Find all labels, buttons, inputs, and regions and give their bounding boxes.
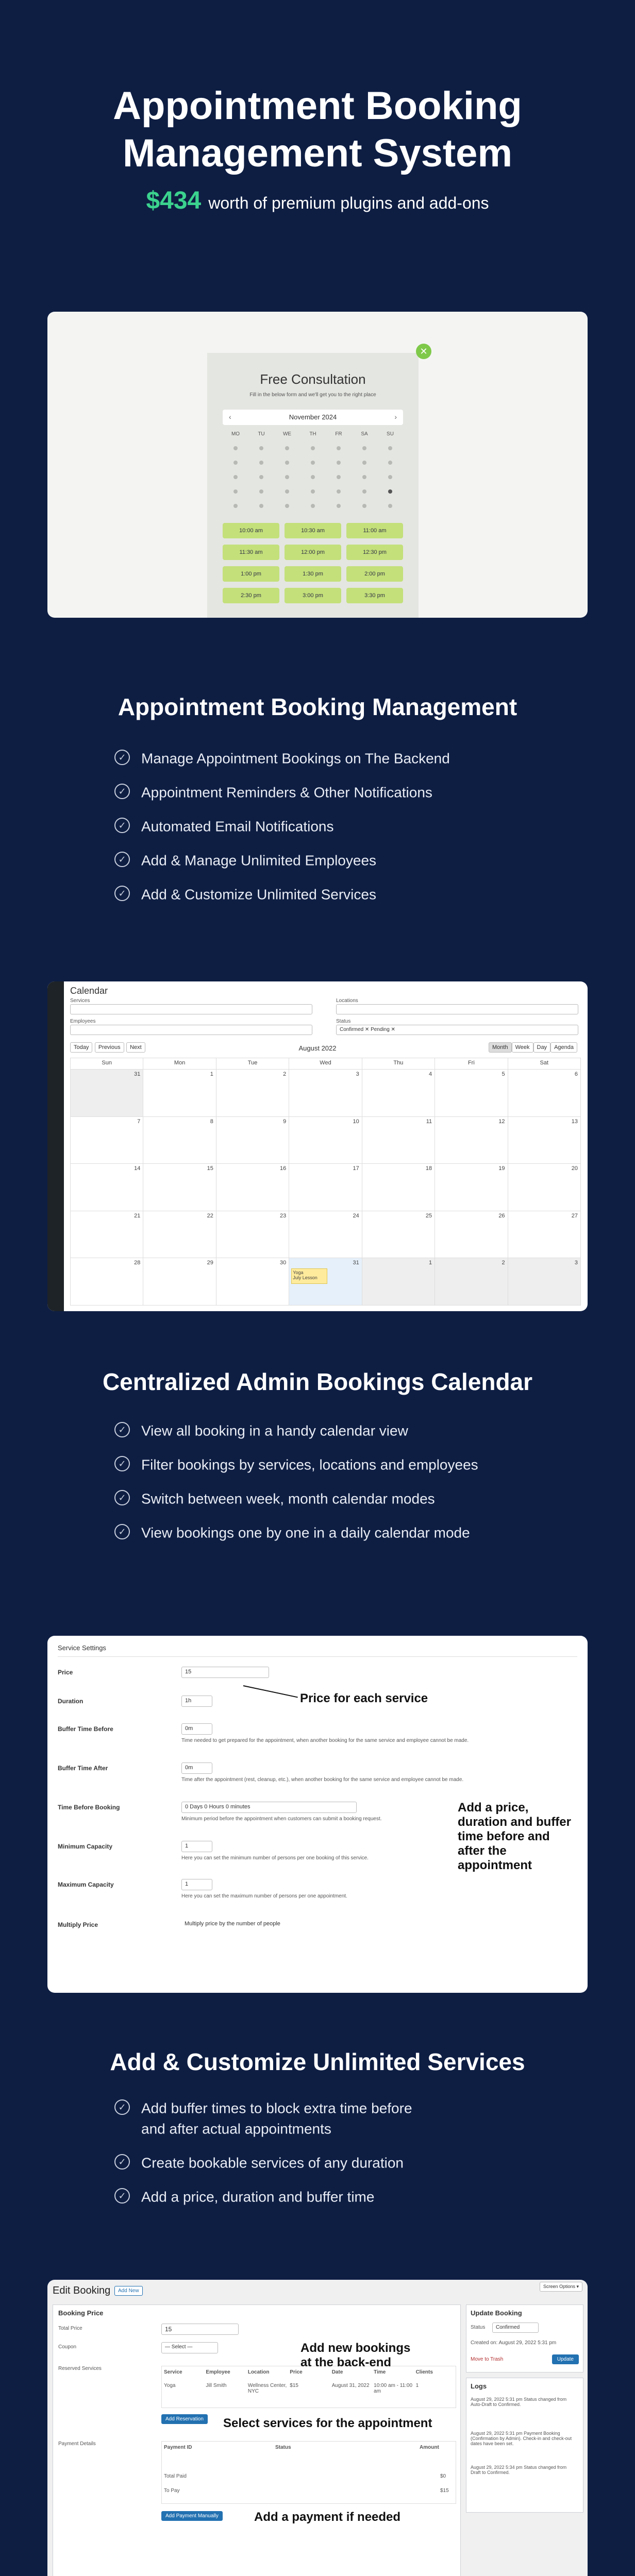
created-date: Created on: August 29, 2022 5:31 pm [471,2340,557,2346]
setting-note: Here you can set the minimum number of persons per one booking of this service. [181,1855,369,1861]
table-cell: Wellness Center, NYC [247,2383,287,2394]
calendar-day-cell[interactable] [216,1211,289,1259]
day-number: 9 [283,1118,287,1125]
table-cell: 10:00 am - 11:00 am [374,2383,413,2394]
calendar-day-cell[interactable] [289,1164,362,1211]
consultation-title: Free Consultation [260,371,366,387]
feature-item [114,1422,408,1439]
time-slot-button[interactable]: 11:30 am [223,545,279,560]
feature-label: Add & Manage Unlimited Employees [141,852,377,869]
day-number: 2 [502,1260,505,1266]
day-number: 10 [353,1118,359,1125]
setting-input[interactable]: 1 [181,1879,212,1890]
services-filter[interactable] [70,1004,312,1014]
price-row [0,187,635,215]
day-number: 30 [280,1260,287,1266]
feature-item [114,886,376,903]
check-icon: ✓ [114,1524,130,1539]
hero-title-line2: Management System [122,131,513,175]
view-button-agenda[interactable]: Agenda [550,1042,577,1053]
day-number: 11 [426,1118,432,1125]
booking-price-heading: Booking Price [58,2309,104,2317]
consultation-subtitle: Fill in the below form and we'll get you to the right place [249,392,376,398]
update-booking-box [466,2304,583,2372]
payment-header-cell: Amount [420,2445,439,2450]
edit-booking-screenshot [47,2280,588,2576]
time-slot-button[interactable]: 12:30 pm [346,545,403,560]
day-number: 6 [574,1071,578,1077]
calendar-day[interactable] [362,504,366,508]
calendar-day[interactable] [285,475,289,479]
setting-label: Buffer Time Before [58,1725,113,1733]
setting-label: Minimum Capacity [58,1843,113,1850]
feature-label: Add a price, duration and buffer time [141,2189,375,2205]
feature-label: Manage Appointment Bookings on The Backend [141,750,450,767]
calendar-day-cell[interactable] [435,1258,508,1306]
day-number: 29 [207,1260,213,1266]
calendar-day[interactable] [285,461,289,465]
calendar-day[interactable] [337,461,341,465]
hero-title-line1: Appointment Booking [113,84,522,128]
feature-label: View all booking in a handy calendar view [141,1422,408,1439]
table-cell: 1 [415,2383,419,2388]
day-number: 1 [429,1260,432,1266]
day-number: 12 [498,1118,505,1125]
calendar-day-cell[interactable] [362,1211,435,1259]
calendar-day[interactable] [311,504,315,508]
feature-label: Filter bookings by services, locations and employees [141,1456,478,1473]
service-settings-screenshot [47,1636,588,1993]
status-label: Status [336,1019,351,1024]
weekday-label: TH [309,431,316,437]
calendar-day-cell[interactable] [71,1117,143,1164]
calendar-day[interactable] [388,489,392,494]
weekday-header: Sat [508,1058,581,1070]
setting-input[interactable]: 15 [181,1667,269,1678]
calendar-month-title: August 2022 [298,1044,337,1052]
feature-item [114,784,432,801]
time-slot-button[interactable]: 10:30 am [285,523,341,538]
table-header-cell: Time [374,2369,386,2375]
feature-label: Add & Customize Unlimited Services [141,886,376,903]
check-icon: ✓ [114,2154,130,2170]
check-icon: ✓ [114,2188,130,2204]
status-label: Status [471,2325,486,2330]
calendar-day-cell[interactable] [435,1164,508,1211]
weekday-header: Wed [289,1058,362,1070]
calendar-day[interactable] [337,446,341,450]
callout-new-bookings: Add new bookings at the back-end [300,2341,411,2369]
table-header-cell: Location [247,2369,270,2375]
calendar-day-cell[interactable] [508,1070,581,1117]
next-month-icon[interactable]: › [394,413,397,421]
day-number: 31 [134,1071,141,1077]
calendar-day-cell[interactable] [289,1258,362,1306]
calendar-day-cell[interactable] [508,1211,581,1259]
check-icon: ✓ [114,1456,130,1471]
weekday-label: MO [231,431,240,437]
calendar-day[interactable] [233,475,238,479]
calendar-day-cell[interactable] [362,1117,435,1164]
time-slot-button[interactable]: 2:00 pm [346,566,403,582]
close-icon[interactable]: ✕ [416,344,431,359]
view-switcher [489,1042,577,1054]
table-cell: $15 [290,2383,298,2388]
to-pay-label: To Pay [164,2488,180,2494]
feature-item [114,852,376,869]
time-slot-button[interactable]: 1:30 pm [285,566,341,582]
calendar-day-cell[interactable] [289,1117,362,1164]
setting-label: Price [58,1669,73,1676]
today-button[interactable]: Today [70,1042,92,1053]
day-number: 18 [425,1165,432,1172]
calendar-day[interactable] [388,475,392,479]
setting-label: Duration [58,1698,83,1705]
day-number: 3 [356,1071,359,1077]
feature-item [114,2099,412,2117]
feature-label: Automated Email Notifications [141,818,334,835]
day-number: 28 [134,1260,141,1266]
employees-label: Employees [70,1019,96,1024]
weekday-label: TU [258,431,265,437]
locations-label: Locations [336,998,358,1004]
time-slot-button[interactable]: 12:00 pm [285,545,341,560]
weekday-header: Tue [216,1058,289,1070]
check-icon: ✓ [114,784,130,799]
check-icon: ✓ [114,818,130,833]
update-booking-heading: Update Booking [471,2309,522,2317]
day-number: 31 [353,1260,359,1266]
to-pay-value: $15 [440,2488,449,2494]
day-number: 16 [280,1165,287,1172]
calendar-day-cell[interactable] [143,1211,216,1259]
weekday-label: SA [361,431,368,437]
log-entry: August 29, 2022 5:34 pm Status changed from Draft to Confirmed. [471,2465,567,2475]
section-title-booking-management: Appointment Booking Management [118,693,517,720]
day-number: 13 [571,1118,578,1125]
calendar-day[interactable] [388,446,392,450]
calendar-day[interactable] [259,461,263,465]
logs-heading: Logs [471,2382,487,2390]
day-number: 8 [210,1118,213,1125]
reserved-services-label: Reserved Services [58,2366,102,2371]
calendar-day[interactable] [311,475,315,479]
callout-select-services: Select services for the appointment [223,2416,432,2430]
price-amount: $434 [146,187,202,214]
admin-calendar-screenshot [47,981,588,1311]
hero-title [0,82,635,177]
feature-item [141,2120,331,2138]
feature-item [114,2154,404,2172]
calendar-day-cell[interactable] [508,1117,581,1164]
setting-input[interactable]: 0 Days 0 Hours 0 minutes [181,1802,357,1813]
time-slot-button[interactable]: 3:30 pm [346,588,403,603]
calendar-title: Calendar [70,986,108,996]
calendar-day-cell[interactable] [216,1164,289,1211]
calendar-day[interactable] [285,446,289,450]
calendar-day[interactable] [388,504,392,508]
day-number: 26 [498,1212,505,1219]
callout-payment: Add a payment if needed [254,2510,401,2524]
update-button[interactable]: Update [552,2354,579,2364]
table-header-cell: Service [164,2369,182,2375]
check-icon: ✓ [114,1422,130,1437]
calendar-day[interactable] [285,504,289,508]
calendar-day[interactable] [259,489,263,494]
next-button[interactable]: Next [126,1042,145,1053]
day-number: 23 [280,1212,287,1219]
calendar-day[interactable] [259,475,263,479]
day-number: 19 [498,1165,505,1172]
day-number: 21 [134,1212,141,1219]
calendar-day[interactable] [337,475,341,479]
calendar-day-cell[interactable] [71,1258,143,1306]
setting-label: Maximum Capacity [58,1881,114,1888]
table-cell: August 31, 2022 [331,2383,370,2388]
callout-duration: Add a price, duration and buffer time before and after the appointment [458,1801,571,1872]
payment-details-table [161,2441,456,2504]
calendar-day[interactable] [233,504,238,508]
calendar-day-cell[interactable] [143,1117,216,1164]
calendar-day-cell[interactable] [143,1070,216,1117]
calendar-day[interactable] [311,489,315,494]
move-to-trash-link[interactable]: Move to Trash [471,2357,504,2362]
service-settings-heading: Service Settings [58,1644,106,1652]
day-number: 20 [571,1165,578,1172]
booking-main-box [53,2304,461,2576]
time-slot-button[interactable]: 3:00 pm [285,588,341,603]
previous-button[interactable]: Previous [95,1042,124,1053]
wp-admin-sidebar [47,981,64,1311]
day-number: 14 [134,1165,141,1172]
feature-item [114,818,334,835]
setting-input[interactable]: 0m [181,1762,212,1774]
weekday-label: WE [282,431,292,437]
status-select[interactable]: Confirmed [492,2323,539,2333]
calendar-day[interactable] [337,504,341,508]
feature-label: Create bookable services of any duration [141,2155,404,2171]
month-label: November 2024 [289,413,337,421]
consultation-screenshot [47,312,588,618]
setting-note: Time after the appointment (rest, cleanup, etc.), when another booking for the same service and employee cannot be made. [181,1777,464,1783]
table-cell: Yoga [164,2383,176,2388]
check-icon: ✓ [114,852,130,867]
price-text: worth of premium plugins and add-ons [208,194,489,212]
day-number: 17 [353,1165,359,1172]
section-title-services: Add & Customize Unlimited Services [110,2048,525,2075]
calendar-day-cell[interactable] [143,1258,216,1306]
check-icon: ✓ [114,2099,130,2115]
time-slot-button[interactable]: 2:30 pm [223,588,279,603]
time-slot-grid [223,523,403,611]
calendar-day[interactable] [311,461,315,465]
feature-item [114,1490,435,1507]
calendar-day-cell[interactable] [362,1258,435,1306]
consultation-form [207,353,419,618]
calendar-day[interactable] [388,461,392,465]
calendar-day[interactable] [362,489,366,494]
setting-input[interactable]: Multiply price by the number of people [185,1921,280,1927]
employees-filter[interactable] [70,1025,312,1035]
calendar-day-cell[interactable] [289,1211,362,1259]
calendar-day[interactable] [233,461,238,465]
day-number: 7 [137,1118,141,1125]
day-number: 3 [574,1260,578,1266]
day-number: 24 [353,1212,359,1219]
calendar-day-cell[interactable] [508,1258,581,1306]
setting-note: Here you can set the maximum number of persons per one appointment. [181,1893,347,1899]
add-reservation-button[interactable]: Add Reservation [161,2414,208,2424]
time-slot-button[interactable]: 10:00 am [223,523,279,538]
feature-label: Switch between week, month calendar modes [141,1490,435,1507]
time-slot-button[interactable]: 11:00 am [346,523,403,538]
calendar-day-cell[interactable] [71,1164,143,1211]
check-icon: ✓ [114,1490,130,1505]
calendar-day-cell[interactable] [508,1164,581,1211]
total-paid-value: $0 [440,2473,446,2479]
service-settings-form [58,1667,469,1986]
table-header-cell: Clients [415,2369,433,2375]
table-header-cell: Employee [206,2369,230,2375]
check-icon: ✓ [114,886,130,901]
table-header-cell: Date [331,2369,343,2375]
calendar-day-cell[interactable] [362,1164,435,1211]
calendar-day[interactable] [362,461,366,465]
calendar-day-cell[interactable] [289,1070,362,1117]
reserved-services-table [161,2366,456,2408]
screen-options-button[interactable]: Screen Options ▾ [540,2282,582,2292]
feature-label: View bookings one by one in a daily calendar mode [141,1524,470,1541]
edit-booking-title: Edit Booking [53,2285,111,2296]
calendar-day-cell[interactable] [216,1258,289,1306]
calendar-day[interactable] [362,475,366,479]
weekday-row [223,431,403,439]
setting-input[interactable]: 0m [181,1723,212,1735]
feature-label: Appointment Reminders & Other Notifications [141,784,432,801]
feature-label: Add buffer times to block extra time before [141,2100,412,2116]
view-button-week[interactable]: Week [512,1042,533,1053]
prev-month-icon[interactable]: ‹ [229,413,231,421]
view-button-day[interactable]: Day [533,1042,551,1053]
day-number: 4 [429,1071,432,1077]
calendar-day[interactable] [285,489,289,494]
weekday-header: Thu [362,1058,435,1070]
day-number: 2 [283,1071,287,1077]
total-paid-label: Total Paid [164,2473,187,2479]
calendar-day[interactable] [362,446,366,450]
feature-item [114,750,450,767]
check-icon: ✓ [114,750,130,765]
weekday-label: FR [335,431,342,437]
day-number: 5 [502,1071,505,1077]
setting-label: Buffer Time After [58,1765,108,1772]
add-new-button[interactable]: Add New [114,2286,143,2296]
table-cell: Jill Smith [206,2383,227,2388]
payment-header-cell: Status [275,2445,291,2450]
weekday-header: Fri [435,1058,508,1070]
total-price-label: Total Price [58,2326,82,2331]
calendar-day-cell[interactable] [71,1211,143,1259]
month-picker[interactable] [223,410,403,425]
day-grid [223,443,403,515]
log-entry: August 29, 2022 5:31 pm Payment Booking (Confirmation by Admin). Check-in and check-out dates have been set. [471,2431,572,2446]
total-price-input[interactable]: 15 [161,2324,239,2335]
feature-label: and after actual appointments [141,2121,331,2137]
calendar-day[interactable] [259,446,263,450]
divider [58,1656,577,1657]
setting-label: Multiply Price [58,1921,98,1928]
calendar-event[interactable]: Yoga July Lesson [291,1268,327,1284]
locations-filter[interactable] [336,1004,578,1014]
services-label: Services [70,998,90,1004]
day-number: 25 [425,1212,432,1219]
setting-input[interactable]: 1 [181,1841,212,1852]
coupon-select[interactable]: — Select — [161,2342,218,2353]
feature-item [114,2188,374,2206]
status-filter[interactable]: Confirmed ✕ Pending ✕ [336,1025,578,1035]
calendar-day-cell[interactable] [362,1070,435,1117]
section-title-admin-calendar: Centralized Admin Bookings Calendar [102,1368,533,1395]
weekday-header: Mon [143,1058,216,1070]
time-slot-button[interactable]: 1:00 pm [223,566,279,582]
setting-note: Minimum period before the appointment when customers can submit a booking request. [181,1816,382,1822]
calendar-day-cell[interactable] [143,1164,216,1211]
calendar-day-cell[interactable] [435,1070,508,1117]
day-number: 1 [210,1071,213,1077]
calendar-day[interactable] [337,489,341,494]
weekday-label: SU [387,431,394,437]
calendar-day-cell[interactable] [435,1117,508,1164]
day-number: 15 [207,1165,213,1172]
log-entry: August 29, 2022 5:31 pm Status changed from Auto-Draft to Confirmed. [471,2397,567,2407]
calendar-day-cell[interactable] [216,1070,289,1117]
table-header-cell: Price [290,2369,303,2375]
coupon-label: Coupon [58,2344,77,2350]
setting-label: Time Before Booking [58,1804,120,1811]
add-payment-button[interactable]: Add Payment Manually [161,2511,223,2521]
calendar-day[interactable] [233,446,238,450]
callout-price: Price for each service [300,1691,428,1705]
feature-item [114,1456,478,1473]
calendar-grid [70,1058,581,1306]
calendar-day-cell[interactable] [435,1211,508,1259]
logs-box [466,2378,583,2513]
feature-item [114,1524,470,1541]
day-number: 27 [571,1212,578,1219]
calendar-day-cell[interactable] [216,1117,289,1164]
payment-header-cell: Payment ID [164,2445,192,2450]
calendar-day[interactable] [233,489,238,494]
calendar-day[interactable] [259,504,263,508]
setting-note: Time needed to get prepared for the appointment, when another booking for the same service and employee cannot be made. [181,1738,469,1743]
view-button-month[interactable]: Month [489,1042,512,1053]
day-number: 22 [207,1212,213,1219]
calendar-day-cell[interactable] [71,1070,143,1117]
setting-input[interactable]: 1h [181,1696,212,1707]
calendar-day[interactable] [311,446,315,450]
payment-details-label: Payment Details [58,2441,96,2447]
weekday-header: Sun [71,1058,143,1070]
